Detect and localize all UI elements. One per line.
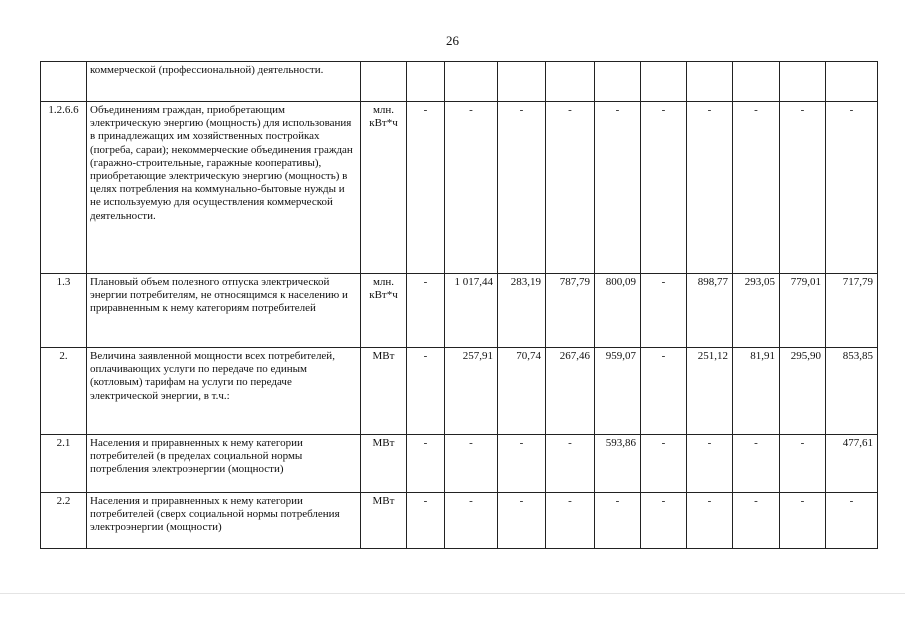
value-cell: - bbox=[595, 102, 641, 274]
value-cell bbox=[733, 62, 780, 102]
value-cell: - bbox=[546, 102, 595, 274]
value-cell bbox=[498, 62, 546, 102]
value-cell: 257,91 bbox=[445, 348, 498, 435]
value-cell: 717,79 bbox=[826, 274, 878, 348]
row-number: 1.2.6.6 bbox=[41, 102, 87, 274]
value-cell: 779,01 bbox=[780, 274, 826, 348]
value-cell bbox=[407, 62, 445, 102]
value-cell: 251,12 bbox=[687, 348, 733, 435]
value-cell: - bbox=[445, 435, 498, 493]
row-description: Объединениям граждан, приобретающим электрическую энергию (мощность) для использования в принадлежащих им хозяйственных постройках (погреба, сараи); некоммерческие объединения граждан (гаражно-строительные, гаражные кооперативы), приобретающие электрическую энергию (мощность) в целях потребления на коммунально-бытовые нужды и не используемую для осуществления коммерческой деятельности. bbox=[87, 102, 361, 274]
value-cell: 267,46 bbox=[546, 348, 595, 435]
row-unit: млн. кВт*ч bbox=[361, 102, 407, 274]
row-number: 2.1 bbox=[41, 435, 87, 493]
value-cell: - bbox=[407, 102, 445, 274]
page-number: 26 bbox=[446, 33, 459, 48]
value-cell: - bbox=[498, 435, 546, 493]
value-cell: 293,05 bbox=[733, 274, 780, 348]
value-cell: 81,91 bbox=[733, 348, 780, 435]
value-cell: - bbox=[407, 274, 445, 348]
value-cell: - bbox=[407, 493, 445, 549]
value-cell: - bbox=[595, 493, 641, 549]
row-description: Величина заявленной мощности всех потребителей, оплачивающих услуги по передаче по единым (котловым) тарифам на услуги по передаче электрической энергии, в т.ч.: bbox=[87, 348, 361, 435]
row-number: 2.2 bbox=[41, 493, 87, 549]
row-number: 2. bbox=[41, 348, 87, 435]
value-cell: 295,90 bbox=[780, 348, 826, 435]
value-cell: - bbox=[780, 493, 826, 549]
row-number bbox=[41, 62, 87, 102]
table-row bbox=[41, 274, 878, 348]
value-cell: - bbox=[445, 493, 498, 549]
value-cell: 787,79 bbox=[546, 274, 595, 348]
value-cell: 800,09 bbox=[595, 274, 641, 348]
value-cell: - bbox=[641, 435, 687, 493]
value-cell: - bbox=[445, 102, 498, 274]
row-unit: МВт bbox=[361, 348, 407, 435]
row-number: 1.3 bbox=[41, 274, 87, 348]
value-cell bbox=[780, 62, 826, 102]
value-cell bbox=[641, 62, 687, 102]
value-cell: - bbox=[780, 102, 826, 274]
row-description: Населения и приравненных к нему категории потребителей (сверх социальной нормы потребления электроэнергии (мощности) bbox=[87, 493, 361, 549]
value-cell: 959,07 bbox=[595, 348, 641, 435]
value-cell: - bbox=[780, 435, 826, 493]
row-unit: МВт bbox=[361, 493, 407, 549]
row-unit: млн. кВт*ч bbox=[361, 274, 407, 348]
value-cell bbox=[687, 62, 733, 102]
row-unit bbox=[361, 62, 407, 102]
row-unit: МВт bbox=[361, 435, 407, 493]
value-cell: - bbox=[641, 348, 687, 435]
value-cell: - bbox=[687, 102, 733, 274]
value-cell: - bbox=[641, 493, 687, 549]
value-cell: 593,86 bbox=[595, 435, 641, 493]
value-cell: 1 017,44 bbox=[445, 274, 498, 348]
value-cell: - bbox=[826, 102, 878, 274]
value-cell: - bbox=[733, 102, 780, 274]
value-cell: - bbox=[641, 102, 687, 274]
row-description: коммерческой (профессиональной) деятельности. bbox=[87, 62, 361, 102]
value-cell: - bbox=[641, 274, 687, 348]
table-row bbox=[41, 435, 878, 493]
value-cell: 70,74 bbox=[498, 348, 546, 435]
value-cell: - bbox=[498, 493, 546, 549]
value-cell: 853,85 bbox=[826, 348, 878, 435]
value-cell bbox=[595, 62, 641, 102]
value-cell: 477,61 bbox=[826, 435, 878, 493]
table-row bbox=[41, 62, 878, 102]
value-cell: 283,19 bbox=[498, 274, 546, 348]
value-cell: - bbox=[546, 435, 595, 493]
tariff-table bbox=[40, 61, 878, 549]
value-cell bbox=[445, 62, 498, 102]
value-cell: - bbox=[407, 348, 445, 435]
row-description: Плановый объем полезного отпуска электрической энергии потребителям, не относящимся к населению и приравненным к нему категориям потребителей bbox=[87, 274, 361, 348]
value-cell: 898,77 bbox=[687, 274, 733, 348]
value-cell: - bbox=[826, 493, 878, 549]
value-cell: - bbox=[733, 435, 780, 493]
value-cell: - bbox=[733, 493, 780, 549]
value-cell: - bbox=[546, 493, 595, 549]
table-row bbox=[41, 493, 878, 549]
value-cell bbox=[546, 62, 595, 102]
value-cell: - bbox=[687, 435, 733, 493]
row-description: Населения и приравненных к нему категории потребителей (в пределах социальной нормы потребления электроэнергии (мощности) bbox=[87, 435, 361, 493]
table-row bbox=[41, 348, 878, 435]
value-cell: - bbox=[498, 102, 546, 274]
page-edge-divider bbox=[0, 593, 905, 594]
table-row bbox=[41, 102, 878, 274]
value-cell: - bbox=[687, 493, 733, 549]
value-cell bbox=[826, 62, 878, 102]
value-cell: - bbox=[407, 435, 445, 493]
